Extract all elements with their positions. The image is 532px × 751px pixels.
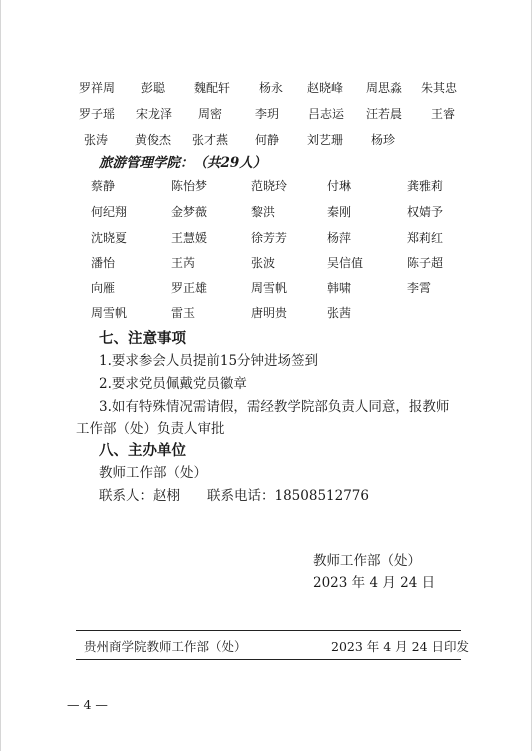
person-name: 雷玉: [171, 306, 196, 320]
person-name: 王睿: [431, 107, 456, 121]
top-row: [1, 104, 532, 124]
signature-org: 教师工作部（处）: [313, 553, 421, 569]
person-name: 张涛: [84, 133, 109, 147]
person-name: 权婧予: [407, 205, 444, 219]
person-name: 陈子超: [407, 256, 444, 270]
footer-issue-date: 2023 年 4 月 24 日印发: [331, 639, 470, 654]
person-name: 杨珍: [371, 133, 396, 147]
person-name: 潘怡: [91, 256, 116, 270]
footer-top-rule: [76, 630, 461, 631]
tourism-row: [1, 253, 532, 273]
person-name: 周雪帆: [91, 306, 128, 320]
person-name: 沈晓夏: [91, 231, 128, 245]
person-name: 郑莉红: [407, 231, 444, 245]
person-name: 宋龙泽: [136, 107, 173, 121]
person-name: 张茜: [327, 306, 352, 320]
section7-heading: 七、注意事项: [99, 330, 186, 347]
person-name: 吴信值: [327, 256, 364, 270]
top-row: [1, 130, 532, 150]
person-name: 吕志运: [308, 107, 345, 121]
person-name: 罗祥周: [79, 81, 116, 95]
footer-issuer: 贵州商学院教师工作部（处）: [84, 639, 247, 654]
person-name: 李霄: [407, 281, 432, 295]
section7-item-3: 3.如有特殊情况需请假，需经教学院部负责人同意，报教师: [99, 399, 450, 415]
person-name: 杨萍: [327, 231, 352, 245]
tourism-row: [1, 303, 532, 323]
person-name: 张波: [251, 256, 276, 270]
person-name: 赵晓峰: [307, 81, 344, 95]
person-name: 彭聪: [141, 81, 166, 95]
tourism-row: [1, 228, 532, 248]
person-name: 魏配轩: [194, 81, 231, 95]
person-name: 唐明贵: [251, 306, 288, 320]
tourism-row: [1, 176, 532, 196]
section7-item-2: 2.要求党员佩戴党员徽章: [99, 376, 247, 392]
tourism-row: [1, 278, 532, 298]
footer-bottom-rule: [76, 659, 461, 660]
section8-heading: 八、主办单位: [99, 442, 186, 459]
person-name: 陈怡梦: [171, 179, 208, 193]
person-name: 李玥: [255, 107, 280, 121]
person-name: 龚雅莉: [407, 179, 444, 193]
section7-item-3-continued: 工作部（处）负责人审批: [76, 421, 225, 437]
person-name: 黄俊杰: [135, 133, 172, 147]
person-name: 张才燕: [192, 133, 229, 147]
section7-item-1: 1.要求参会人员提前15分钟进场签到: [99, 353, 319, 369]
section8-contact: 联系人：赵栩 联系电话：18508512776: [99, 488, 369, 504]
person-name: 汪若晨: [366, 107, 403, 121]
tourism-section-title: 旅游管理学院：（共29人）: [99, 155, 267, 171]
person-name: 周密: [198, 107, 223, 121]
person-name: 韩啸: [327, 281, 352, 295]
person-name: 何纪翔: [91, 205, 128, 219]
person-name: 黎洪: [251, 205, 276, 219]
section8-org: 教师工作部（处）: [99, 465, 207, 481]
person-name: 朱其忠: [421, 81, 458, 95]
person-name: 王芮: [171, 256, 196, 270]
person-name: 周雪帆: [251, 281, 288, 295]
person-name: 罗子瑶: [79, 107, 116, 121]
person-name: 杨永: [259, 81, 284, 95]
person-name: 秦刚: [327, 205, 352, 219]
person-name: 周思淼: [366, 81, 403, 95]
person-name: 金梦薇: [171, 205, 208, 219]
page-number: — 4 —: [67, 697, 108, 712]
person-name: 何静: [255, 133, 280, 147]
person-name: 王慧媛: [171, 231, 208, 245]
person-name: 蔡静: [91, 179, 116, 193]
top-row: [1, 78, 532, 98]
signature-date: 2023 年 4 月 24 日: [313, 575, 436, 591]
person-name: 徐芳芳: [251, 231, 288, 245]
person-name: 范晓玲: [251, 179, 288, 193]
person-name: 付琳: [327, 179, 352, 193]
person-name: 向雁: [91, 281, 116, 295]
person-name: 罗正雄: [171, 281, 208, 295]
person-name: 刘艺珊: [307, 133, 344, 147]
tourism-row: [1, 202, 532, 222]
